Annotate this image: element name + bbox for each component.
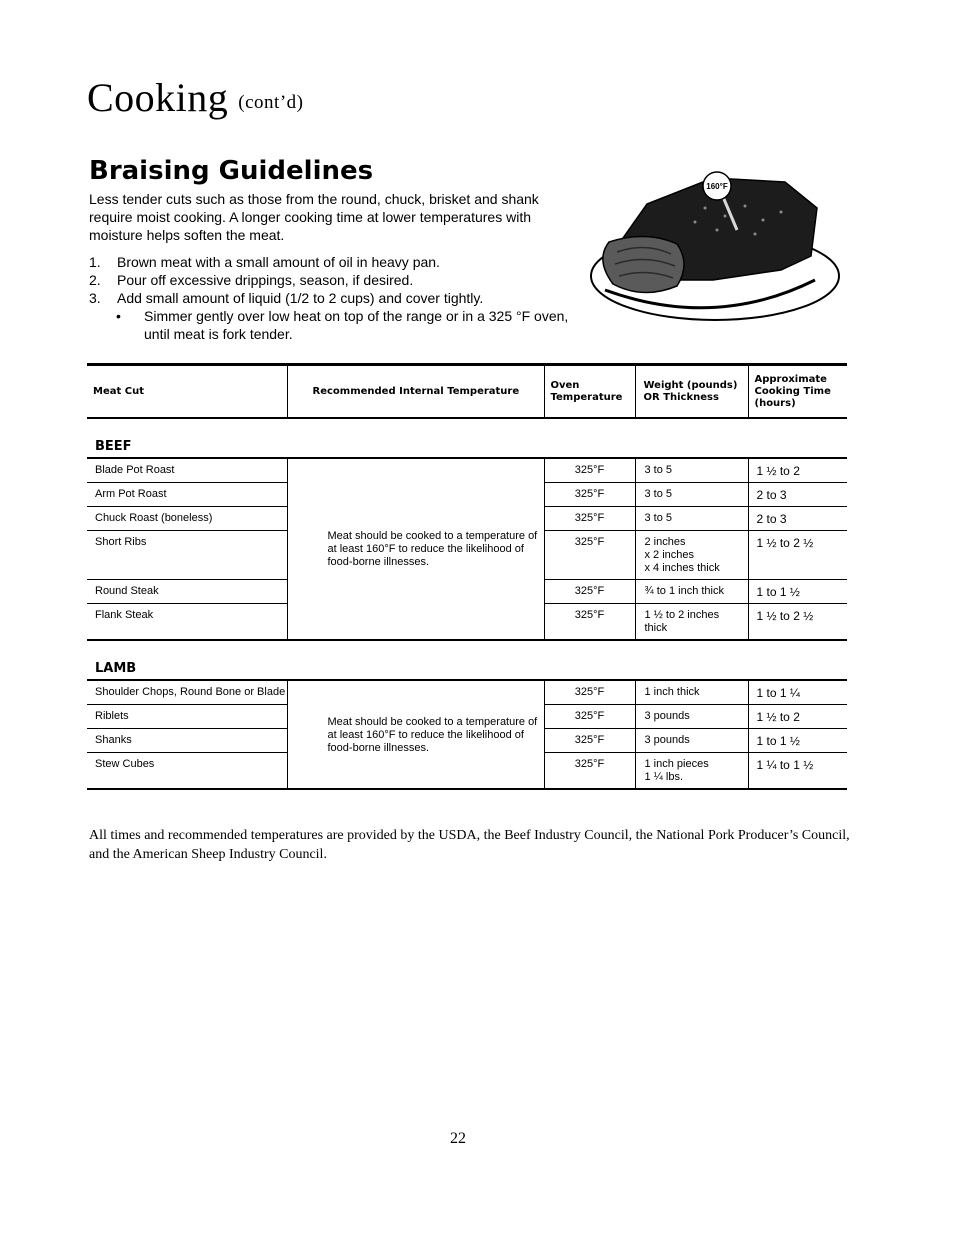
cooking-time-cell: 1 ½ to 2 <box>748 705 847 729</box>
column-header-oven-temp: Oven Temperature <box>544 365 635 419</box>
page-title-suffix: (cont’d) <box>238 92 304 113</box>
braising-guidelines-table <box>87 363 847 790</box>
column-header-meat-cut: Meat Cut <box>87 365 287 419</box>
meat-cut-cell: Shanks <box>87 729 287 753</box>
section-row-beef <box>87 418 847 458</box>
thermometer-label: 160°F <box>706 182 728 191</box>
weight-cell <box>635 458 748 483</box>
weight-text: 3 pounds <box>644 710 690 722</box>
cooking-time-cell: 2 to 3 <box>748 483 847 507</box>
cooking-time-cell: 2 to 3 <box>748 507 847 531</box>
oven-temp-cell: 325°F <box>544 729 635 753</box>
cooking-time-cell: 1 ½ to 2 <box>748 458 847 483</box>
weight-text: 3 to 5 <box>644 464 673 476</box>
weight-text: 3 to 5 <box>644 488 673 500</box>
weight-text: 1 ¼ lbs. <box>644 771 684 783</box>
step-item <box>89 271 569 289</box>
oven-temp-cell: 325°F <box>544 531 635 580</box>
table-row <box>87 458 847 483</box>
weight-text: 1 inch pieces <box>644 758 709 770</box>
section-heading: Braising Guidelines <box>89 156 374 186</box>
source-footnote: All times and recommended temperatures are provided by the USDA, the Beef Industry Council, the National Pork Producer’s Council, and the American Sheep Industry Council. <box>89 828 850 862</box>
oven-temp-cell: 325°F <box>544 753 635 790</box>
cooking-time-cell: 1 to 1 ¼ <box>748 680 847 705</box>
weight-text: 1 inch thick <box>644 686 700 698</box>
oven-temp-cell: 325°F <box>544 705 635 729</box>
cooking-time-cell: 1 to 1 ½ <box>748 729 847 753</box>
step-number: 2. <box>89 272 101 288</box>
table-row <box>87 680 847 705</box>
intro-paragraph: Less tender cuts such as those from the round, chuck, brisket and shank require moist cooking. A longer cooking time at lower temperatures with moisture helps soften the meat. <box>89 191 539 243</box>
weight-cell <box>635 580 748 604</box>
section-label-beef: BEEF <box>87 418 847 458</box>
weight-cell <box>635 729 748 753</box>
cooking-time-cell: 1 to 1 ½ <box>748 580 847 604</box>
bullet-icon: • <box>116 308 121 324</box>
column-header-weight: Weight (pounds) OR Thickness <box>635 365 748 419</box>
cooking-time-cell: 1 ½ to 2 ½ <box>748 604 847 641</box>
meat-cut-cell: Short Ribs <box>87 531 287 580</box>
internal-temp-note-beef: Meat should be cooked to a temperature of at least 160°F to reduce the likelihood of food-borne illnesses. <box>287 458 544 640</box>
meat-cut-cell: Shoulder Chops, Round Bone or Blade <box>87 680 287 705</box>
weight-cell <box>635 705 748 729</box>
meat-cut-cell: Flank Steak <box>87 604 287 641</box>
weight-text: 3 pounds <box>644 734 690 746</box>
step-item <box>89 289 569 307</box>
meat-cut-cell: Round Steak <box>87 580 287 604</box>
oven-temp-cell: 325°F <box>544 604 635 641</box>
meat-cut-cell: Blade Pot Roast <box>87 458 287 483</box>
weight-cell <box>635 531 748 580</box>
step-text: Add small amount of liquid (1/2 to 2 cups) and cover tightly. <box>117 290 484 306</box>
oven-temp-cell: 325°F <box>544 580 635 604</box>
step-text: Brown meat with a small amount of oil in heavy pan. <box>117 254 440 270</box>
weight-text: thick <box>644 622 668 634</box>
step-number: 3. <box>89 290 101 306</box>
step-item <box>89 253 569 271</box>
internal-temp-note-lamb: Meat should be cooked to a temperature of at least 160°F to reduce the likelihood of food-borne illnesses. <box>287 680 544 789</box>
sub-bullet-text: Simmer gently over low heat on top of the range or in a 325 °F oven, until meat is fork tender. <box>144 308 569 342</box>
weight-cell <box>635 483 748 507</box>
weight-cell <box>635 680 748 705</box>
sub-bullet-item <box>89 307 569 343</box>
weight-text: x 2 inches <box>644 549 695 561</box>
meat-cut-cell: Arm Pot Roast <box>87 483 287 507</box>
oven-temp-cell: 325°F <box>544 680 635 705</box>
step-text: Pour off excessive drippings, season, if desired. <box>117 272 414 288</box>
oven-temp-cell: 325°F <box>544 483 635 507</box>
weight-text: ¾ to 1 inch thick <box>644 585 724 597</box>
weight-text: 3 to 5 <box>644 512 673 524</box>
column-header-internal-temp: Recommended Internal Temperature <box>287 365 544 419</box>
page-title-text: Cooking <box>87 75 229 120</box>
steps-list <box>89 253 569 343</box>
cooking-time-cell: 1 ¼ to 1 ½ <box>748 753 847 790</box>
weight-cell <box>635 604 748 641</box>
roast-on-platter-illustration <box>585 168 845 328</box>
page-title <box>87 75 304 120</box>
weight-text: 1 ½ to 2 inches <box>644 609 720 621</box>
column-header-time: Approximate Cooking Time (hours) <box>748 365 847 419</box>
weight-cell <box>635 507 748 531</box>
oven-temp-cell: 325°F <box>544 458 635 483</box>
weight-text: 2 inches <box>644 536 686 548</box>
weight-cell <box>635 753 748 790</box>
cooking-time-cell: 1 ½ to 2 ½ <box>748 531 847 580</box>
meat-cut-cell: Stew Cubes <box>87 753 287 790</box>
page-number: 22 <box>450 1130 466 1147</box>
meat-cut-cell: Chuck Roast (boneless) <box>87 507 287 531</box>
section-row-lamb <box>87 640 847 680</box>
section-label-lamb: LAMB <box>87 640 847 680</box>
weight-text: x 4 inches thick <box>644 562 720 574</box>
step-number: 1. <box>89 254 101 270</box>
meat-cut-cell: Riblets <box>87 705 287 729</box>
table-header-row <box>87 365 847 419</box>
oven-temp-cell: 325°F <box>544 507 635 531</box>
